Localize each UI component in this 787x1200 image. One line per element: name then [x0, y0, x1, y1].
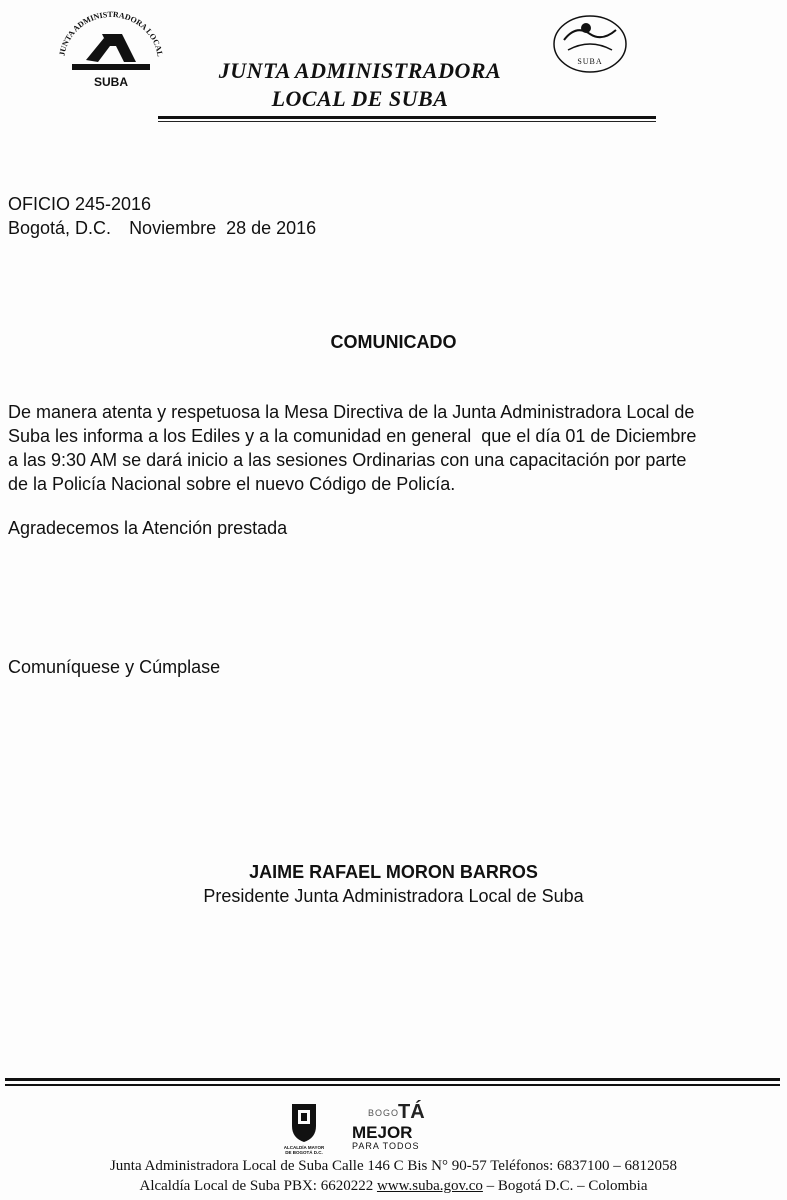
header-rule-thin	[158, 121, 656, 122]
mejor-word: MEJOR	[352, 1123, 413, 1142]
coat-label-1: ALCALDÍA MAYOR	[284, 1145, 324, 1150]
para-todos-word: PARA TODOS	[352, 1141, 420, 1151]
document-heading: COMUNICADO	[330, 332, 457, 352]
suba-emblem-logo	[550, 12, 630, 78]
closing-line: Comuníquese y Cúmplase	[8, 657, 221, 677]
footer-location: – Bogotá D.C. – Colombia	[482, 1178, 648, 1194]
paragraph-line: a las 9:30 AM se dará inicio a las sesiones Ordinarias con una capacitación por parte	[8, 450, 687, 470]
website-link[interactable]: www.suba.gov.co	[376, 1178, 483, 1194]
emblem-suba-label: SUBA	[577, 57, 603, 66]
footer-rule	[5, 1078, 780, 1081]
signer-name: JAIME RAFAEL MORON BARROS	[249, 862, 538, 882]
bogota-mejor-para-todos-logo	[348, 1096, 448, 1154]
alcaldia-coat-of-arms-logo	[284, 1100, 324, 1156]
date-line	[8, 216, 316, 240]
body-paragraph	[8, 400, 780, 496]
footer-rule-thin	[5, 1084, 780, 1086]
paragraph-line: de la Policía Nacional sobre el nuevo Código de Policía.	[8, 474, 456, 494]
signer-role: Presidente Junta Administradora Local de Suba	[203, 886, 584, 906]
footer-address-line: Junta Administradora Local de Suba Calle 146 C Bis N° 90-57 Teléfonos: 6837100 – 6812058	[109, 1158, 678, 1174]
bogota-small: BOGO	[368, 1108, 400, 1118]
thanks-line: Agradecemos la Atención prestada	[8, 518, 288, 538]
paragraph-line: Suba les informa a los Ediles y a la comunidad en general que el día 01 de Diciembre	[8, 426, 697, 446]
seal-arc-text: JUNTA ADMINISTRADORA LOCAL	[57, 10, 165, 58]
junta-seal-logo	[52, 10, 170, 94]
header-title-line2: LOCAL DE SUBA	[271, 86, 449, 111]
date: Noviembre 28 de 2016	[129, 218, 317, 238]
footer-contact-line	[0, 1176, 787, 1196]
seal-suba-label: SUBA	[93, 75, 129, 89]
bogota-big: TÁ	[398, 1101, 425, 1123]
svg-text:JUNTA ADMINISTRADORA LOCAL	[57, 10, 164, 57]
footer-pbx: Alcaldía Local de Suba PBX: 6620222	[139, 1178, 377, 1194]
header-title-line1: JUNTA ADMINISTRADORA	[218, 58, 502, 83]
header-rule	[158, 116, 656, 119]
place: Bogotá, D.C.	[8, 218, 112, 238]
coat-label-2: DE BOGOTÁ D.C.	[285, 1150, 323, 1155]
oficio-number: OFICIO 245-2016	[8, 194, 152, 214]
paragraph-line: De manera atenta y respetuosa la Mesa Directiva de la Junta Administradora Local de	[8, 402, 695, 422]
